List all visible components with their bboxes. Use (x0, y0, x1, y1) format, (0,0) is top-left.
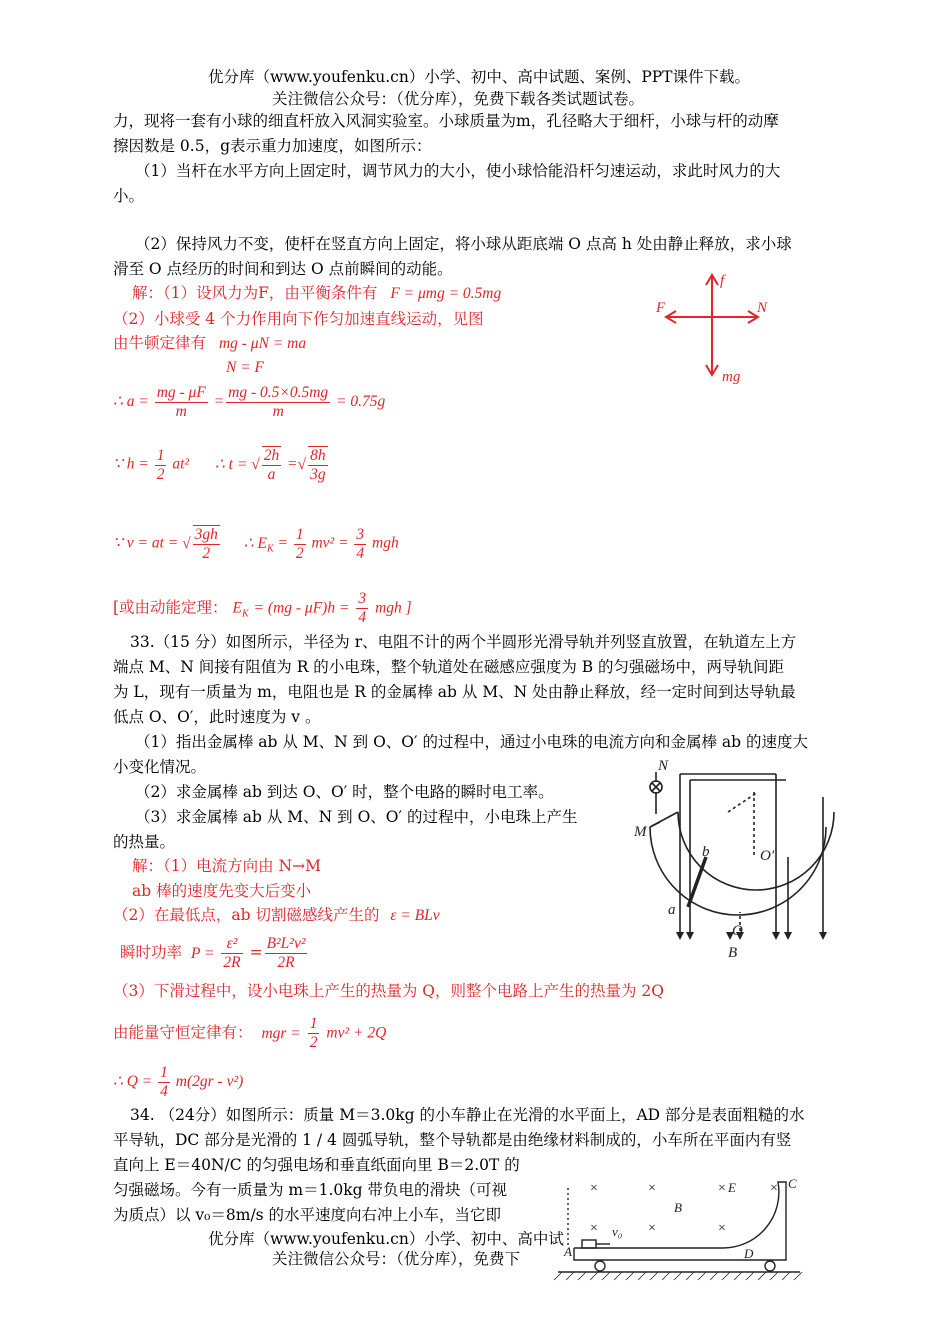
page-footer-line1: 优分库（www.youfenku.cn）小学、初中、高中试 (208, 1230, 564, 1248)
frac-den: 4 (160, 1083, 168, 1100)
q32-ek-mgh: mgh (372, 534, 399, 552)
q32-part1-line1: （1）当杆在水平方向上固定时，调节风力的大小，使小球恰能沿杆匀速运动，求此时风力的大 (135, 162, 781, 180)
q32-solution-line2: （2）小球受 4 个力作用向下作匀加速直线运动，见图 (113, 310, 484, 328)
q32-vel-prefix: ∵ v = at = (113, 534, 179, 552)
frac-den: 2 (156, 465, 165, 483)
q32-vel-frac (193, 525, 220, 563)
q33-s6-b: mv² + 2Q (326, 1024, 387, 1042)
frac-den: 2 (309, 1034, 318, 1051)
cart-x-mark: × (590, 1221, 598, 1236)
q32-theorem-ek: E (232, 599, 242, 617)
frac-den: 2R (223, 954, 241, 971)
q32-solution-time: ∵ h = $\frac{1}{2}$ at² ∴ t = √ $\frac{2h}{a}$ =√ $\frac{8h}{3g}$ (113, 446, 326, 483)
cart-x-mark: × (770, 1181, 778, 1196)
rail-label-b: b (702, 844, 710, 860)
cart-x-mark: × (648, 1181, 656, 1196)
frac-den: 2R (277, 954, 295, 971)
q33-s3-emf: ε = BLv (390, 907, 440, 924)
frac-num: 3 (358, 590, 367, 607)
frac-den: m (272, 403, 284, 420)
q32-intro-line2: 擦因数是 0.5，g表示重力加速度，如图所示： (113, 137, 432, 155)
sqrt-sign: √ (182, 535, 191, 552)
q33-s6-text: 由能量守恒定律有： (113, 1023, 253, 1042)
q32-solution-line3 (113, 332, 306, 355)
q33-line8: （3）求金属棒 ab 从 M、N 到 O、O′ 的过程中，小电珠上产生 (135, 808, 578, 826)
q34-line2: 平导轨，DC 部分是光滑的 1 / 4 圆弧导轨，整个导轨都是由绝缘材料制成的，小车所在平面内有竖 (113, 1131, 792, 1149)
q32-theorem-sub: K (241, 608, 249, 620)
q32-time-h: ∵ h = (113, 455, 149, 473)
q32-time-frac2 (308, 446, 328, 484)
q33-s7-a: ∴ Q = (113, 1073, 153, 1091)
q32-accel-frac1 (155, 384, 208, 421)
q33-rail-diagram (628, 752, 838, 964)
frac-num: 1 (160, 1064, 168, 1081)
q32-sol3-text: 由牛顿定律有 (113, 334, 207, 352)
q33-s7-b: m(2gr - v²) (175, 1073, 244, 1091)
q34-line5: 为质点）以 v₀＝8m/s 的水平速度向右冲上小车，当它即 (113, 1206, 502, 1224)
q32-solution-line1 (132, 282, 501, 305)
q32-time-t: ∴ t = (214, 455, 248, 473)
cart-x-mark: × (648, 1221, 656, 1236)
frac-den: 2 (295, 544, 304, 562)
force-label-f: f (720, 273, 725, 289)
q33-solution-2: ab 棒的速度先变大后变小 (132, 882, 312, 900)
q32-ek-therefore: ∴ E (243, 534, 267, 552)
frac-den: 2 (202, 545, 211, 562)
q33-s4-text: 瞬时功率 (120, 943, 183, 962)
q33-line4: 低点 O、O′，此时速度为 v 。 (113, 708, 321, 726)
frac-num: 3 (356, 525, 365, 543)
rail-label-N: N (658, 758, 669, 774)
q33-solution-4: 瞬时功率 P = $\frac{\text{ε²}}{2R}$ = $\frac{\text{B²L²v²}}{2R}$ (120, 935, 306, 971)
q34-cart-diagram (550, 1168, 810, 1290)
sqrt-sign: √ (297, 456, 307, 473)
q32-theorem-text: [或由动能定理： (113, 598, 228, 617)
frac-num: ε² (221, 935, 242, 954)
q32-intro-line1: 力，现将一套有小球的细直杆放入风洞实验室。小球质量为m，孔径略大于细杆，小球与杆的动摩 (113, 112, 779, 130)
frac-num: mg - 0.5×0.5mg (228, 384, 329, 401)
cart-label-D: D (744, 1246, 754, 1261)
rail-label-O: O (732, 923, 743, 939)
frac-den: m (175, 403, 187, 420)
q34-line3: 直向上 E＝40N/C 的匀强电场和垂直纸面向里 B＝2.0T 的 (113, 1156, 520, 1174)
q32-time-frac1 (262, 446, 282, 484)
q33-line9: 的热量。 (113, 833, 176, 851)
page-header-line1: 优分库（www.youfenku.cn）小学、初中、高中试题、案例、PPT课件下载。 (208, 68, 751, 86)
frac-den: 4 (358, 609, 367, 626)
q32-part2-line1: （2）保持风力不变，使杆在竖直方向上固定，将小球从距底端 O 点高 h 处由静止释放，求小球 (135, 235, 792, 253)
q32-sol3-equation: mg - μN = ma (218, 335, 307, 352)
frac-den: a (267, 466, 276, 483)
cart-x-mark: × (718, 1181, 726, 1196)
q32-solution-line4: N = F (226, 359, 265, 376)
cart-label-B: B (674, 1200, 682, 1215)
q33-s6-half (308, 1015, 320, 1052)
q33-s6-a: mgr = (261, 1024, 301, 1042)
q32-time-at2: at² (172, 455, 190, 473)
q32-theorem-end: mgh ] (375, 599, 412, 617)
sqrt-sign: √ (251, 456, 260, 473)
q32-part1-line2: 小。 (113, 187, 145, 205)
frac-num: 2h (263, 447, 280, 464)
q32-accel-prefix: ∴ a = (113, 393, 149, 411)
frac-num: 1 (156, 446, 165, 464)
q33-solution-3 (113, 904, 440, 927)
q32-theorem-mid: = (mg - μF)h = (253, 599, 350, 617)
q33-s3-text: （2）在最低点，ab 切割磁感线产生的 (113, 906, 380, 924)
cart-label-A: A (564, 1244, 572, 1259)
rail-label-B: B (728, 945, 738, 961)
q32-accel-frac2 (226, 384, 330, 421)
q32-accel-result: = 0.75g (336, 393, 386, 411)
q32-solution-accel: ∴ a = $\frac{mg - \mu F}{m}$ = $\frac{mg - 0.5\times 0.5mg}{m}$ = 0.75g (113, 384, 386, 420)
page-header-line2: 关注微信公众号：（优分库），免费下载各类试题试卷。 (272, 90, 645, 108)
q33-s7-quarter (158, 1064, 170, 1101)
q33-s4-frac2 (265, 935, 308, 972)
q32-solution-energy-theorem (113, 590, 412, 627)
frac-num: 1 (295, 525, 304, 543)
q33-line5: （1）指出金属棒 ab 从 M、N 到 O、O′ 的过程中，通过小电珠的电流方向和金属棒 ab 的速度大 (135, 733, 808, 751)
q32-ek-mv2: mv² = (311, 534, 349, 552)
frac-num: 3gh (194, 526, 218, 543)
cart-label-v0: v₀ (612, 1224, 623, 1239)
q32-ek-three-quarter (354, 526, 366, 563)
q32-ek-sub: K (266, 543, 274, 555)
page-footer-line2: 关注微信公众号：（优分库），免费下 (272, 1250, 521, 1268)
q34-line4: 匀强磁场。今有一质量为 m＝1.0kg 带负电的滑块（可视 (113, 1181, 508, 1199)
q33-line2: 端点 M、N 间接有阻值为 R 的小电珠，整个轨道处在磁感应强度为 B 的匀强磁场中，两导轨间距 (113, 658, 785, 676)
rail-label-Oprime: O′ (760, 848, 775, 864)
q33-line1: 33.（15 分）如图所示，半径为 r、电阻不计的两个半圆形光滑导轨并列竖直放置，在轨道左上方 (130, 633, 797, 651)
q33-line6: 小变化情况。 (113, 758, 207, 776)
q33-line3: 为 L，现有一质量为 m，电阻也是 R 的金属棒 ab 从 M、N 处由静止释放，经一定时间到达导轨最 (113, 683, 796, 701)
q32-force-diagram (650, 265, 780, 390)
q33-s4-frac1 (221, 935, 242, 972)
q34-line1: 34. （24分）如图所示：质量 M＝3.0kg 的小车静止在光滑的水平面上，AD 部分是表面粗糙的水 (130, 1106, 805, 1124)
q33-solution-5: （3）下滑过程中，设小电珠上产生的热量为 Q，则整个电路上产生的热量为 2Q (113, 982, 664, 1000)
cart-label-E: E (728, 1180, 736, 1195)
frac-num: B²L²v² (266, 935, 306, 952)
force-label-F: F (656, 300, 666, 316)
q32-ek-half (294, 526, 306, 563)
frac-den: 4 (356, 544, 365, 562)
cart-label-C: C (788, 1176, 797, 1191)
force-label-N: N (757, 300, 768, 316)
q33-line7: （2）求金属棒 ab 到达 O、O′ 时，整个电路的瞬时电工率。 (135, 783, 554, 801)
q32-sol1-equation: F = μmg = 0.5mg (390, 285, 502, 302)
q33-solution-7 (113, 1064, 243, 1101)
frac-den: 3g (310, 466, 326, 483)
q32-time-half (155, 447, 167, 484)
q33-solution-1: 解：（1）电流方向由 N→M (132, 857, 321, 875)
q32-solution-velocity (113, 525, 399, 563)
q32-theorem-frac (356, 590, 368, 627)
rail-label-M: M (634, 824, 647, 840)
q32-part2-line2: 滑至 O 点经历的时间和到达 O 点前瞬间的动能。 (113, 260, 453, 278)
rail-label-a: a (668, 902, 676, 918)
frac-num: 8h (310, 447, 326, 464)
q33-s4-p: P = (190, 944, 215, 962)
cart-x-mark: × (718, 1221, 726, 1236)
q33-solution-6 (113, 1015, 386, 1052)
cart-x-mark: × (590, 1181, 598, 1196)
frac-num: mg - μF (156, 384, 206, 401)
force-label-mg: mg (722, 369, 741, 385)
frac-num: 1 (309, 1015, 318, 1032)
q32-ek-eq: = (277, 534, 288, 552)
q32-sol1-text: 解：（1）设风力为F，由平衡条件有 (132, 284, 378, 302)
